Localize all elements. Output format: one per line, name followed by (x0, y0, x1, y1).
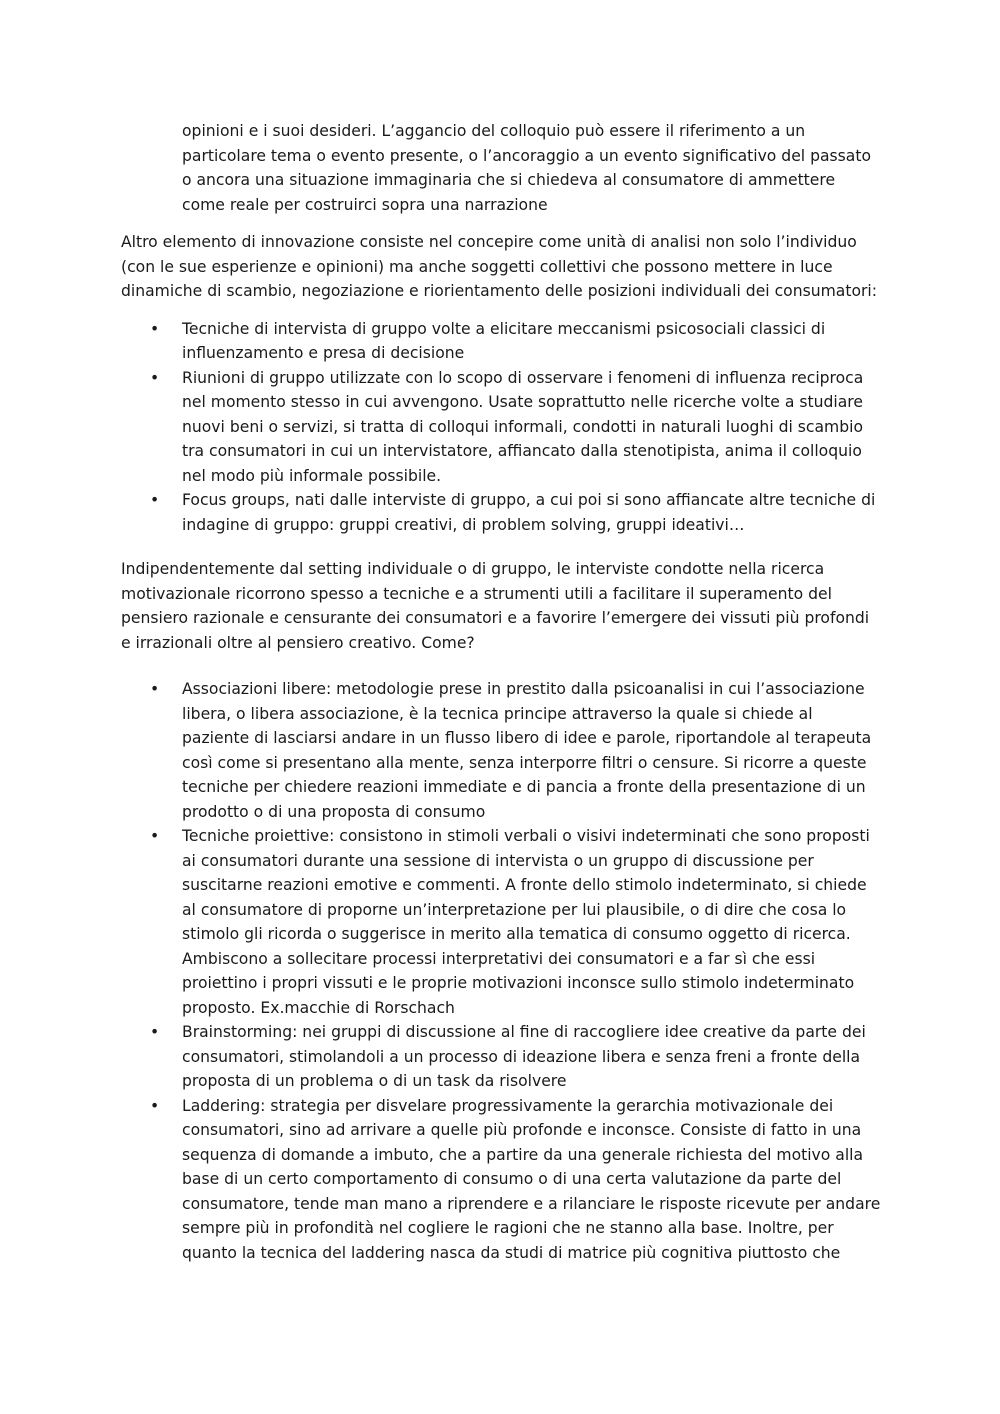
list-item (121, 317, 881, 366)
list-item-text: Tecniche di intervista di gruppo volte a elicitare meccanismi psicosociali classici di influenzamento e presa di decisione (182, 319, 826, 362)
list-item-text: Brainstorming: nei gruppi di discussione al fine di raccogliere idee creative da parte dei consumatori, stimolandoli a un processo di ideazione libera e senza freni a fronte della proposta di un problema o di un task da risolvere (182, 1023, 866, 1090)
list-item-text: Focus groups, nati dalle interviste di gruppo, a cui poi si sono affiancate altre tecniche di indagine di gruppo: gruppi creativi, di problem solving, gruppi ideativi… (182, 491, 876, 534)
list-item (121, 677, 881, 824)
list-item (121, 488, 881, 537)
projective-techniques-list (121, 677, 881, 1265)
continued-list-text: opinioni e i suoi desideri. L’aggancio del colloquio può essere il riferimento a un particolare tema o evento presente, o l’ancoraggio a un evento significativo del passato o ancora una situazione immaginaria che si chiedeva al consumatore di ammettere come reale per costruirci sopra una narrazione (182, 122, 872, 214)
document-page (121, 119, 881, 1265)
bullet-icon: • (150, 680, 160, 698)
list-item-text: Associazioni libere: metodologie prese in prestito dalla psicoanalisi in cui l’associazione libera, o libera associazione, è la tecnica principe attraverso la quale si chiede al paziente di lasciarsi andare in un flusso libero di idee e parole, riportandole al terapeuta così come si presentano alla mente, senza interporre filtri o censure. Si ricorre a queste tecniche per chiedere reazioni immediate e di pancia a fronte della presentazione di un prodotto o di una proposta di consumo (182, 680, 872, 821)
list-item (121, 1020, 881, 1094)
group-techniques-list (121, 317, 881, 538)
list-item-text: Riunioni di gruppo utilizzate con lo scopo di osservare i fenomeni di influenza reciproca nel momento stesso in cui avvengono. Usate soprattutto nelle ricerche volte a studiare nuovi beni o servizi, si tratta di colloqui informali, condotti in naturali luoghi di scambio tra consumatori in cui un intervistatore, affiancato dalla stenotipista, anima il colloquio nel modo più informale possibile. (182, 368, 864, 485)
bullet-icon: • (150, 1023, 160, 1041)
paragraph-interview-techniques: Indipendentemente dal setting individuale o di gruppo, le interviste condotte nella ricerca motivazionale ricorrono spesso a tecniche e a strumenti utili a facilitare il superamento del pensiero razionale e censurante dei consumatori e a favorire l’emergere dei vissuti più profondi e irrazionali oltre al pensiero creativo. Come? (121, 560, 870, 652)
list-item (121, 824, 881, 1020)
bullet-icon: • (150, 368, 160, 387)
list-item-text: Tecniche proiettive: consistono in stimoli verbali o visivi indeterminati che sono proposti ai consumatori durante una sessione di intervista o un gruppo di discussione per suscitarne reazioni emotive e commenti. A fronte dello stimolo indeterminato, si chiede al consumatore di proporne un’interpretazione per lui plausibile, o di dire che cosa lo stimolo gli ricorda o suggerisce in merito alla tematica di consumo oggetto di ricerca. Ambiscono a sollecitare processi interpretativi dei consumatori e a far sì che essi proiettino i propri vissuti e le proprie motivazioni inconsce sullo stimolo indeterminato proposto. Ex.macchie di Rorschach (182, 827, 870, 1017)
list-item-text: Laddering: strategia per disvelare progressivamente la gerarchia motivazionale dei consumatori, sino ad arrivare a quelle più profonde e inconsce. Consiste di fatto in una sequenza di domande a imbuto, che a partire da una generale richiesta del motivo alla base di un certo comportamento di consumo o di una certa valutazione da parte del consumatore, tende man mano a riprendere e a rilanciare le risposte ricevute per andare sempre più in profondità nel cogliere le ragioni che ne stanno alla base. Inoltre, per quanto la tecnica del laddering nasca da studi di matrice più cognitiva piuttosto che (182, 1096, 881, 1262)
list-item (121, 1094, 881, 1266)
paragraph-collective-subjects: Altro elemento di innovazione consiste nel concepire come unità di analisi non solo l’individuo (con le sue esperienze e opinioni) ma anche soggetti collettivi che possono mettere in luce dinamiche di scambio, negoziazione e riorientamento delle posizioni individuali dei consumatori: (121, 233, 877, 300)
bullet-icon: • (150, 827, 160, 845)
bullet-icon: • (150, 491, 160, 509)
list-item (121, 366, 881, 489)
bullet-icon: • (150, 1096, 160, 1115)
bullet-icon: • (150, 319, 160, 338)
